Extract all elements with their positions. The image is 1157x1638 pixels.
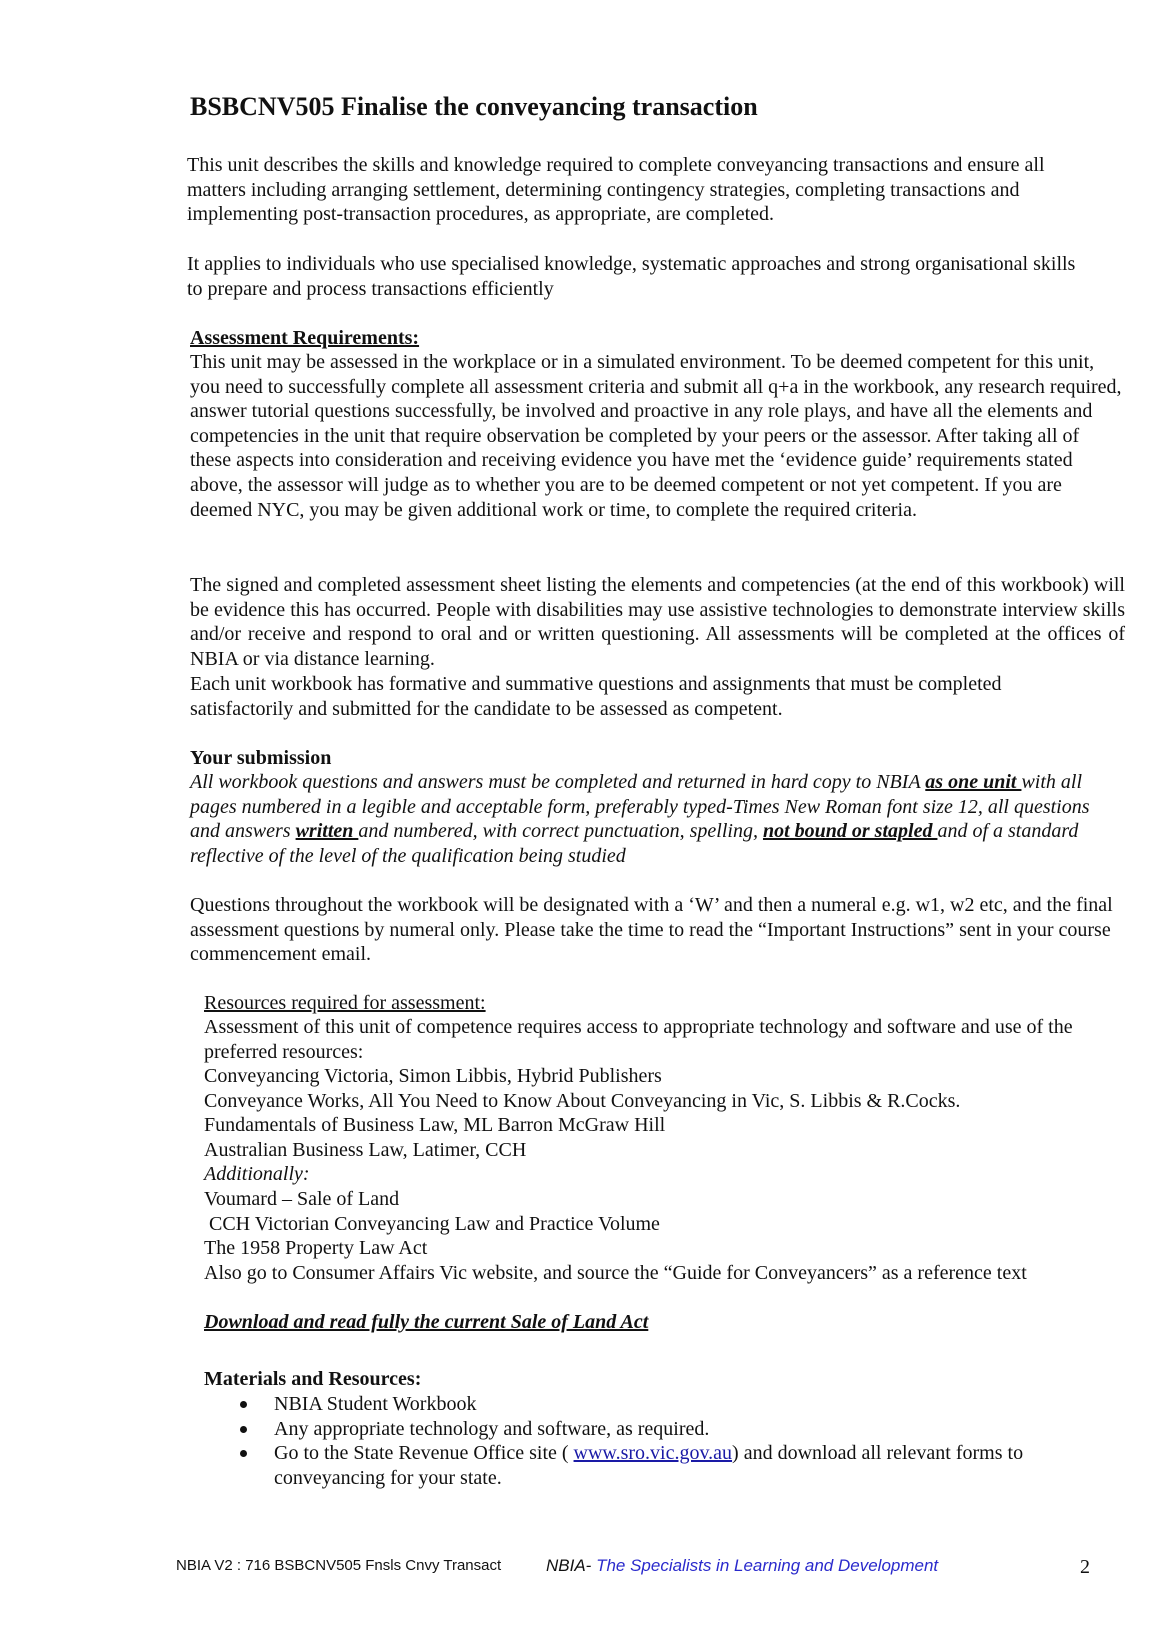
resource-item: Conveyance Works, All You Need to Know About Conveyancing in Vic, S. Libbis & R.Cocks.	[204, 1090, 961, 1112]
footer-tagline-text: The Specialists in Learning and Development	[596, 1556, 939, 1575]
additional-resource-item: CCH Victorian Conveyancing Law and Practice Volume	[204, 1213, 660, 1235]
resources-intro: Assessment of this unit of competence requires access to appropriate technology and software and use of the preferred resources:	[204, 1016, 1073, 1063]
assessment-paragraph-2: The signed and completed assessment sheet listing the elements and competencies (at the end of this workbook) will be evidence this has occurred. People with disabilities may use assistive technologies to demonstrate interview skills and/or receive and respond to oral and or written questioning. All assessments will be completed at the offices of NBIA or via distance learning.	[190, 574, 1125, 670]
sro-link[interactable]: www.sro.vic.gov.au	[573, 1442, 733, 1465]
additional-resource-item: Also go to Consumer Affairs Vic website, and source the “Guide for Conveyancers” as a reference text	[204, 1262, 1027, 1284]
footer-org: NBIA-	[546, 1556, 597, 1575]
submission-text-1: All workbook questions and answers must be completed and returned in hard copy to NBIA	[190, 771, 926, 793]
intro-paragraph-2: It applies to individuals who use specialised knowledge, systematic approaches and strong organisational skills to prepare and process transactions efficiently	[187, 253, 1076, 300]
resource-item: Australian Business Law, Latimer, CCH	[204, 1139, 527, 1161]
additional-resource-item: Voumard – Sale of Land	[204, 1188, 400, 1210]
materials-list	[212, 1392, 1092, 1490]
submission-text-4: and of a standard reflective of the level of the qualification being studied	[190, 820, 1079, 867]
submission-emphasis-written: written	[295, 820, 359, 843]
assessment-heading: Assessment Requirements:	[190, 327, 420, 349]
questions-note: Questions throughout the workbook will be designated with a ‘W’ and then a numeral e.g. w1, w2 etc, and the final assessment questions by numeral only. Please take the time to read the “Important Instructions” sent in your course commencement email.	[190, 894, 1113, 966]
resources-additionally: Additionally:	[204, 1163, 310, 1185]
page-title: BSBCNV505 Finalise the conveyancing transaction	[190, 92, 758, 121]
footer-tagline	[546, 1556, 938, 1576]
assessment-paragraph-3: Each unit workbook has formative and summative questions and assignments that must be completed satisfactorily and submitted for the candidate to be assessed as competent.	[190, 673, 1002, 720]
submission-emphasis-one-unit: as one unit	[925, 771, 1022, 793]
submission-paragraph	[190, 770, 1095, 868]
page-number: 2	[1080, 1556, 1090, 1578]
intro-paragraph-1: This unit describes the skills and knowledge required to complete conveyancing transactions and ensure all matters including arranging settlement, determining contingency strategies, completing transactions and implementing post-transaction procedures, as appropriate, are completed.	[187, 154, 1045, 226]
resources-heading: Resources required for assessment:	[204, 992, 486, 1014]
bullet-icon	[240, 1426, 247, 1433]
download-note: Download and read fully the current Sale of Land Act	[204, 1311, 649, 1333]
list-item: NBIA Student Workbook	[212, 1392, 1092, 1417]
additional-resource-item: The 1958 Property Law Act	[204, 1237, 428, 1259]
resource-item: Conveyancing Victoria, Simon Libbis, Hybrid Publishers	[204, 1065, 662, 1087]
submission-emphasis-not-bound: not bound or stapled	[762, 820, 938, 843]
assessment-paragraph-1: This unit may be assessed in the workplace or in a simulated environment. To be deemed competent for this unit, you need to successfully complete all assessment criteria and submit all q+a in the workbook, any research required, answer tutorial questions successfully, be involved and proactive in any role plays, and have all the elements and competencies in the unit that require observation be completed by your peers or the assessor. After taking all of these aspects into consideration and receiving evidence you have met the ‘evidence guide’ requirements stated above, the assessor will judge as to whether you are to be deemed competent or not yet competent. If you are deemed NYC, you may be given additional work or time, to complete the required criteria.	[190, 351, 1122, 521]
bullet-icon	[240, 1401, 247, 1408]
submission-text-3: and numbered, with correct punctuation, spelling,	[358, 820, 763, 843]
submission-heading: Your submission	[190, 747, 332, 769]
list-item: Go to the State Revenue Office site ( www.sro.vic.gov.au) and download all relevant forms to conveyancing for your state.	[212, 1441, 1092, 1490]
footer-document-id: NBIA V2 : 716 BSBCNV505 Fnsls Cnvy Transact	[176, 1557, 502, 1574]
list-item: Any appropriate technology and software, as required.	[212, 1417, 1092, 1442]
submission-text-2: with all pages numbered in a legible and acceptable form, preferably typed-Times New Roman font size 12, all questions and answers	[190, 771, 1090, 843]
bullet-icon	[240, 1450, 247, 1457]
materials-heading: Materials and Resources:	[204, 1368, 422, 1390]
resource-item: Fundamentals of Business Law, ML Barron McGraw Hill	[204, 1114, 666, 1136]
